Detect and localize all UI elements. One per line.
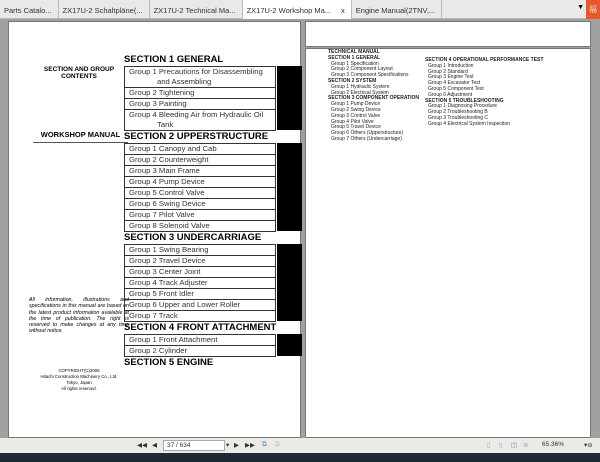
copyright-line: All rights reserved. [61, 386, 97, 391]
group-link[interactable] [124, 310, 276, 322]
taskbar [0, 453, 600, 462]
group-link[interactable] [124, 299, 276, 310]
section-tab-marker [277, 187, 302, 198]
group-link[interactable] [124, 255, 276, 266]
tab-3[interactable] [150, 0, 243, 19]
tm-group-item[interactable]: Group 3 Control Valve [331, 112, 381, 119]
section-title[interactable]: SECTION 2 UPPERSTRUCTURE [124, 131, 269, 142]
previous-page-bottom [305, 21, 591, 47]
tm-group-item[interactable]: Group 4 Excavator Test [428, 80, 481, 87]
continuous-view-icon[interactable]: ▯ [499, 442, 503, 449]
document-viewer[interactable] [0, 19, 600, 438]
group-link[interactable] [124, 154, 276, 165]
technical-manual-column-2 [425, 58, 543, 128]
group-list [124, 66, 301, 131]
tm-group-item[interactable]: Group 3 Troubleshooting C [428, 114, 489, 121]
group-link[interactable] [124, 288, 276, 299]
zoom-out-icon[interactable]: ▾⊖ [584, 442, 593, 449]
group-link[interactable] [124, 198, 276, 209]
copyright-line: COPYRIGHT(C)2006 [58, 368, 100, 373]
group-label: Group 4 Pump Device [129, 177, 205, 186]
tab-label: ZX17U-2 Schaltpläne(... [62, 6, 143, 15]
section-title[interactable]: SECTION 3 UNDERCARRIAGE [124, 232, 262, 243]
group-list [124, 143, 301, 232]
right-page [305, 48, 591, 438]
tab-4[interactable] [243, 0, 352, 19]
section-tab-marker [277, 255, 302, 266]
group-label: Group 1 Precautions for Disassembling [129, 67, 263, 76]
section-tab-marker [277, 66, 302, 87]
tm-group-item[interactable]: Group 1 Introduction [428, 62, 474, 69]
tm-group-item[interactable]: Group 4 Electrical System Inspection [428, 120, 510, 127]
disclaimer-note: All information, illustrations and specifications in this manual are based on the latest product information available at the time of publication. The right is reserved to make changes at any time without notice. [29, 297, 129, 335]
group-label: Group 4 Bleeding Air from Hydraulic Oil [129, 110, 264, 119]
section-tab-marker [277, 209, 302, 220]
tm-section-title[interactable]: SECTION 4 OPERATIONAL PERFORMANCE TEST [425, 57, 544, 63]
tm-section-title[interactable]: SECTION 3 COMPONENT OPERATION [328, 95, 420, 102]
next-page-icon[interactable]: ▶ [234, 442, 239, 449]
tm-section-title[interactable]: SECTION 1 GENERAL [328, 54, 381, 61]
tab-5[interactable] [352, 0, 442, 19]
extract-page-icon[interactable]: ⧉ [275, 441, 280, 448]
two-page-continuous-icon[interactable]: ≣ [523, 442, 529, 449]
page-number-input[interactable]: 37 / 634 [163, 440, 225, 451]
tab-2[interactable] [59, 0, 150, 19]
section-title[interactable]: SECTION 5 ENGINE [124, 357, 214, 368]
left-page [8, 21, 301, 438]
group-link[interactable] [124, 143, 276, 154]
section-tab-marker [277, 165, 302, 176]
tm-group-item[interactable]: Group 1 Hydraulic System [331, 83, 390, 90]
group-label: Group 4 Track Adjuster [129, 278, 208, 287]
section-tab-marker [277, 143, 302, 154]
group-link[interactable] [124, 87, 276, 98]
section-tab-marker [277, 176, 302, 187]
section-tab-marker [277, 87, 302, 98]
section-tab-marker [277, 244, 302, 255]
group-link[interactable] [124, 334, 276, 345]
tm-section-title[interactable]: SECTION 5 TROUBLESHOOTING [425, 97, 504, 104]
insert-page-icon[interactable]: ⧉ [262, 441, 267, 448]
group-link[interactable] [124, 165, 276, 176]
group-label: Group 3 Main Frame [129, 166, 200, 175]
group-label: Group 8 Solenoid Valve [129, 221, 210, 230]
page-dropdown-icon[interactable]: ▾ [226, 442, 230, 449]
group-label: Tank [157, 120, 174, 129]
tm-group-item[interactable]: Group 4 Pilot Valve [331, 118, 374, 125]
group-label: Group 2 Cylinder [129, 346, 188, 355]
group-link[interactable] [124, 266, 276, 277]
section-tab-marker [277, 198, 302, 209]
tm-group-item[interactable]: Group 1 Specification [331, 60, 379, 67]
section-tab-marker [277, 154, 302, 165]
group-label: Group 5 Control Valve [129, 188, 205, 197]
group-link[interactable] [124, 98, 276, 109]
group-label: Group 3 Center Joint [129, 267, 201, 276]
single-page-view-icon[interactable]: ▯ [487, 442, 491, 449]
tm-group-item[interactable]: Group 1 Pump Device [331, 101, 381, 108]
group-link[interactable] [124, 244, 276, 255]
section-tab-marker [277, 310, 302, 321]
tm-group-item[interactable]: Group 2 Standard [428, 68, 468, 75]
contents-heading: SECTION AND GROUP CONTENTS [43, 66, 115, 80]
tm-group-item[interactable]: Group 7 Others (Undercarriage) [331, 135, 402, 142]
group-label: Group 3 Painting [129, 99, 187, 108]
last-page-icon[interactable]: ▶▶ [245, 442, 255, 449]
tab-label: ZX17U-2 Technical Ma... [153, 6, 236, 15]
group-link[interactable] [124, 66, 276, 87]
tm-group-item[interactable]: Group 6 Adjustment [428, 91, 473, 98]
group-link[interactable] [124, 209, 276, 220]
tab-list-dropdown-icon[interactable]: ▼ [577, 4, 584, 11]
zoom-level[interactable]: 65.36% [542, 441, 565, 448]
first-page-icon[interactable]: ◀◀ [137, 442, 147, 449]
app-badge-icon[interactable]: 福 [586, 0, 600, 19]
section-tab-marker [277, 109, 302, 130]
tm-group-item[interactable]: Group 3 Engine Test [428, 74, 474, 81]
section-tab-marker [277, 277, 302, 288]
manual-title: WORKSHOP MANUAL [33, 130, 128, 143]
tm-group-item[interactable]: Group 2 Component Layout [331, 66, 393, 73]
tab-bar [0, 0, 600, 19]
section-tab-marker [277, 288, 302, 299]
group-label: Group 2 Tightening [129, 88, 195, 97]
tm-section-title[interactable]: SECTION 2 SYSTEM [328, 77, 377, 84]
group-link[interactable] [124, 109, 276, 131]
tm-group-item[interactable]: Group 1 Diagnosing Procedure [428, 103, 497, 110]
section-tab-marker [277, 334, 302, 345]
group-link[interactable] [124, 345, 276, 357]
tab-1[interactable] [0, 0, 59, 19]
bottom-toolbar [0, 438, 600, 453]
section-tab-marker [277, 98, 302, 109]
group-label: Group 6 Upper and Lower Roller [129, 300, 241, 309]
section-title[interactable]: SECTION 4 FRONT ATTACHMENT [124, 322, 277, 333]
tm-group-item[interactable]: Group 5 Travel Device [331, 124, 381, 131]
tab-close-icon[interactable]: x [341, 6, 345, 15]
section-tab-marker [277, 266, 302, 277]
tm-group-item[interactable]: Group 3 Component Specifications [331, 72, 409, 79]
group-label: Group 2 Travel Device [129, 256, 206, 265]
group-list [124, 334, 301, 357]
table-of-contents [124, 54, 301, 369]
section-tab-marker [277, 220, 302, 231]
tm-group-item[interactable]: Group 2 Electrical System [331, 89, 389, 96]
section-tab-marker [277, 345, 302, 356]
section-title[interactable]: SECTION 1 GENERAL [124, 54, 224, 65]
copyright-line: Hitachi Construction Machinery Co., Ltd. [40, 374, 118, 379]
technical-manual-column-1 [328, 50, 419, 143]
tab-label: Engine Manual(2TNV,... [355, 6, 436, 15]
group-link[interactable] [124, 187, 276, 198]
group-label: Group 1 Front Attachment [129, 335, 218, 344]
tab-label: Parts Catalo... [4, 6, 52, 15]
group-label: Group 1 Canopy and Cab [129, 144, 217, 153]
tm-group-item[interactable]: Group 2 Swing Device [331, 106, 381, 113]
group-label: and Assembling [157, 77, 212, 86]
technical-manual-title: TECHNICAL MANUAL [328, 49, 380, 55]
group-list [124, 244, 301, 322]
tm-group-item[interactable]: Group 2 Troubleshooting B [428, 109, 488, 116]
two-page-view-icon[interactable]: ◫ [511, 442, 518, 449]
group-label: Group 7 Track [129, 311, 178, 320]
section-tab-marker [277, 299, 302, 310]
tm-group-item[interactable]: Group 6 Others (Upperstructure) [331, 130, 404, 137]
group-label: Group 7 Pilot Valve [129, 210, 195, 219]
group-label: Group 2 Counterweight [129, 155, 209, 164]
tab-label: ZX17U-2 Workshop Ma... [246, 6, 332, 15]
group-link[interactable] [124, 220, 276, 232]
group-label: Group 5 Front Idler [129, 289, 194, 298]
group-link[interactable] [124, 277, 276, 288]
group-link[interactable] [124, 176, 276, 187]
previous-page-icon[interactable]: ◀ [152, 442, 157, 449]
copyright [29, 368, 129, 392]
group-label: Group 1 Swing Bearing [129, 245, 209, 254]
copyright-line: Tokyo, Japan [66, 380, 92, 385]
group-label: Group 6 Swing Device [129, 199, 206, 208]
tm-group-item[interactable]: Group 5 Component Test [428, 85, 484, 92]
